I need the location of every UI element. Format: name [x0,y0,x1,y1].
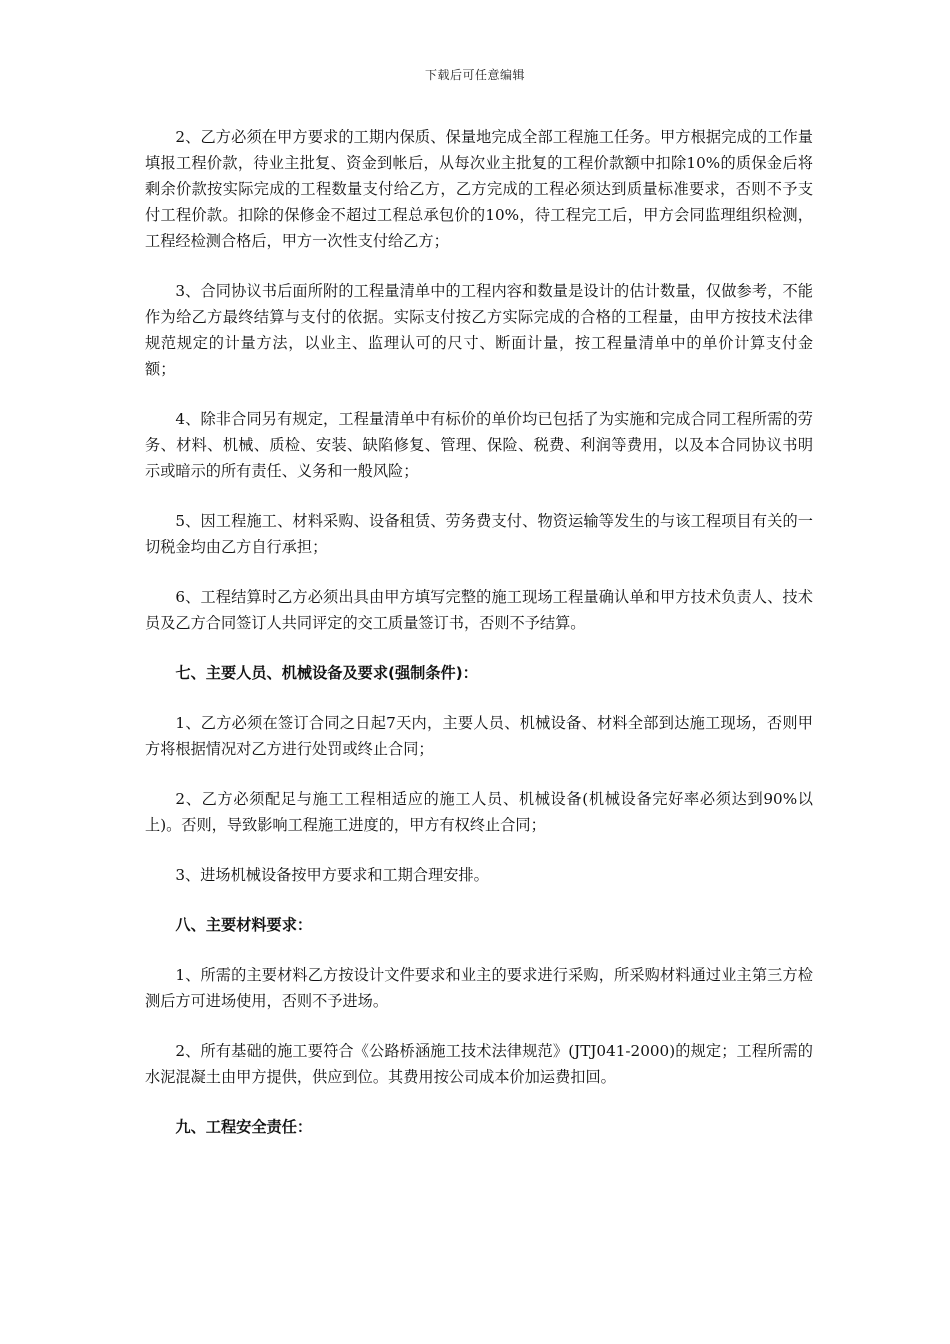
section-7-item-3: 3、进场机械设备按甲方要求和工期合理安排。 [175,866,489,884]
section-8-item-2: 2、所有基础的施工要符合《公路桥涵施工技术法律规范》(JTJ041-2000)的规定；工程所需的水泥混凝土由甲方提供，供应到位。其费用按公司成本价加运费扣回。 [145,1042,813,1086]
section-7-item-2: 2、乙方必须配足与施工工程相适应的施工人员、机械设备(机械设备完好率必须达到90%以上)。否则，导致影响工程施工进度的，甲方有权终止合同； [145,790,813,834]
section-8-heading: 八、主要材料要求： [175,916,313,934]
header-note: 下载后可任意编辑 [424,68,525,82]
section-9-heading: 九、工程安全责任： [175,1118,313,1136]
paragraph-6: 6、工程结算时乙方必须出具由甲方填写完整的施工现场工程量确认单和甲方技术负责人、技术员及乙方合同签订人共同评定的交工质量签订书，否则不予结算。 [145,588,813,632]
paragraph-4: 4、除非合同另有规定，工程量清单中有标价的单价均已包括了为实施和完成合同工程所需的劳务、材料、机械、质检、安装、缺陷修复、管理、保险、税费、利润等费用，以及本合同协议书明示或暗示的所有责任、义务和一般风险； [145,410,813,480]
paragraph-5: 5、因工程施工、材料采购、设备租赁、劳务费支付、物资运输等发生的与该工程项目有关的一切税金均由乙方自行承担； [145,512,813,556]
document-body [145,124,813,1164]
section-7-heading: 七、主要人员、机械设备及要求(强制条件)： [175,664,478,682]
paragraph-2: 2、乙方必须在甲方要求的工期内保质、保量地完成全部工程施工任务。甲方根据完成的工作量填报工程价款，待业主批复、资金到帐后，从每次业主批复的工程价款额中扣除10%的质保金后将剩余价款按实际完成的工程数量支付给乙方，乙方完成的工程必须达到质量标准要求，否则不予支付工程价款。扣除的保修金不超过工程总承包价的10%，待工程完工后，甲方会同监理组织检测，工程经检测合格后，甲方一次性支付给乙方； [145,128,813,250]
section-7-item-1: 1、乙方必须在签订合同之日起7天内，主要人员、机械设备、材料全部到达施工现场，否则甲方将根据情况对乙方进行处罚或终止合同； [145,714,813,758]
section-8-item-1: 1、所需的主要材料乙方按设计文件要求和业主的要求进行采购，所采购材料通过业主第三方检测后方可进场使用，否则不予进场。 [145,966,813,1010]
paragraph-3: 3、合同协议书后面所附的工程量清单中的工程内容和数量是设计的估计数量，仅做参考，不能作为给乙方最终结算与支付的依据。实际支付按乙方实际完成的合格的工程量，由甲方按技术法律规范规定的计量方法，以业主、监理认可的尺寸、断面计量，按工程量清单中的单价计算支付金额； [145,282,813,378]
